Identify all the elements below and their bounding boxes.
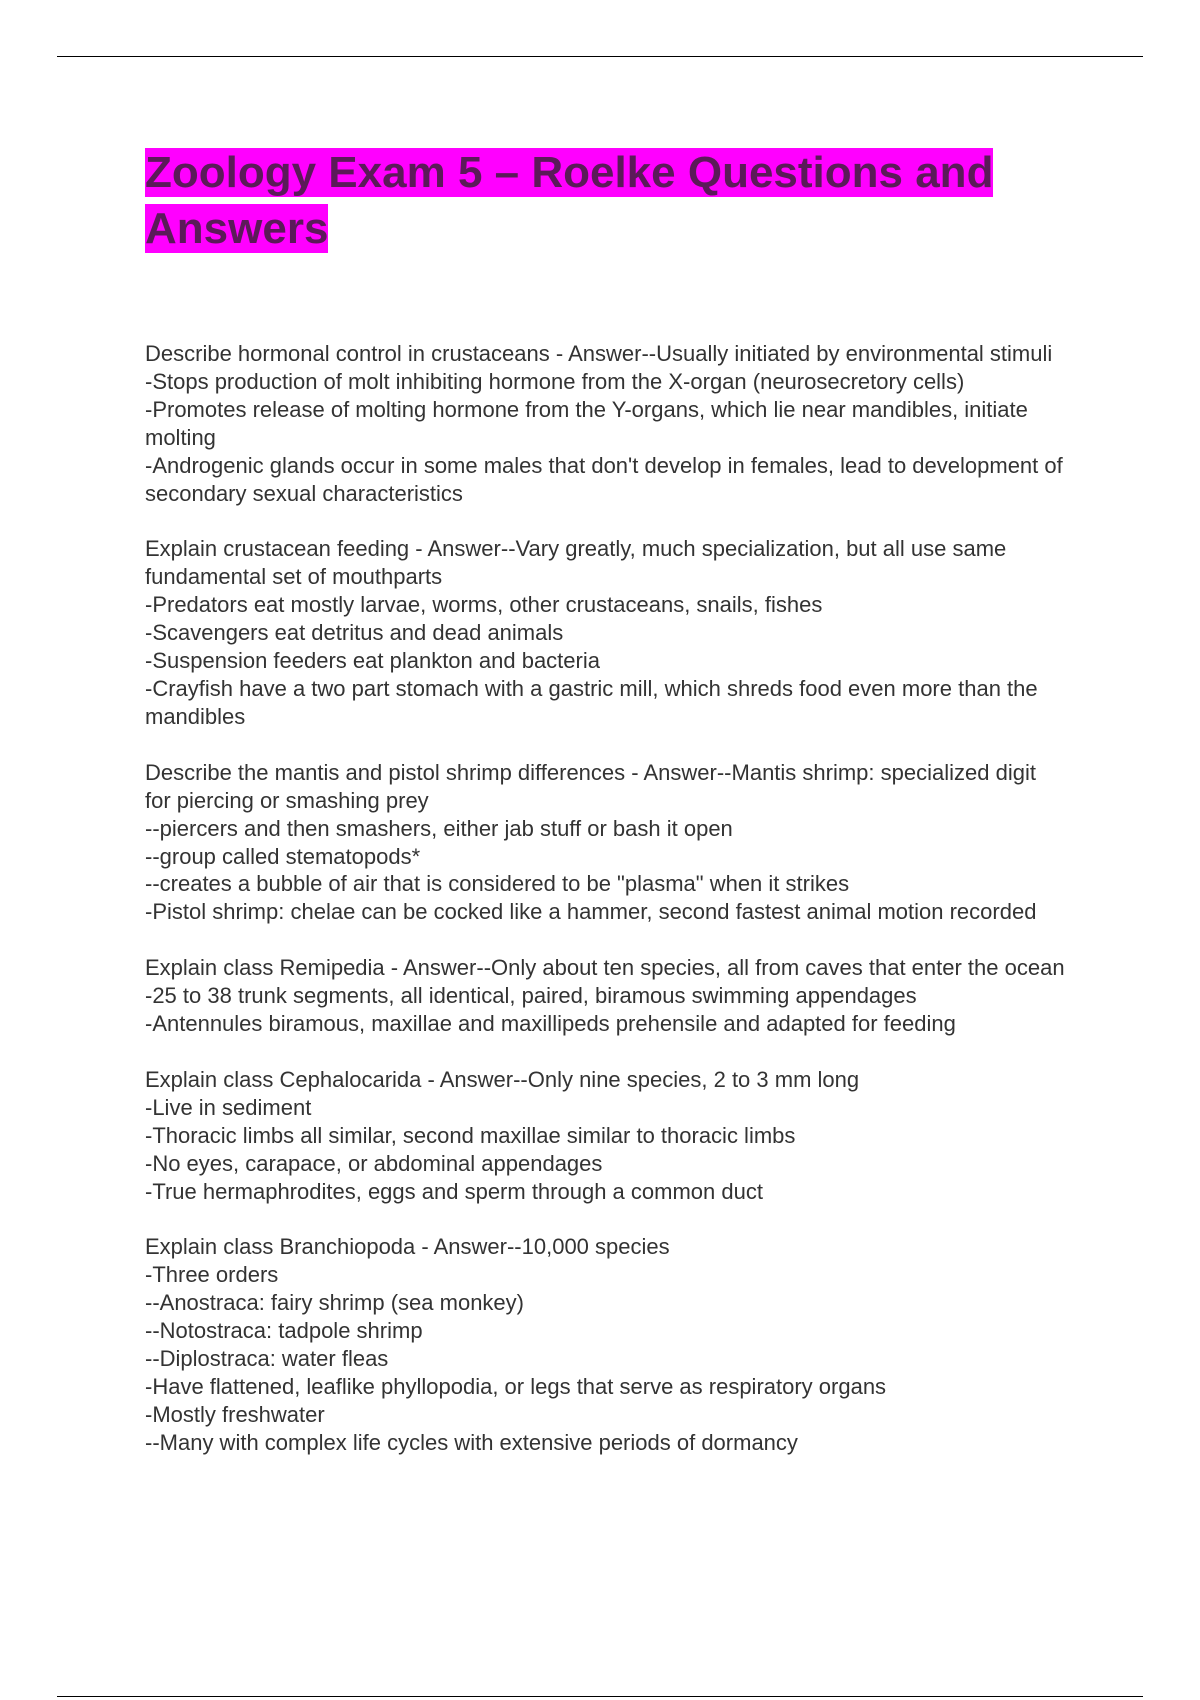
qa-item-hormonal-control <box>145 340 1065 507</box>
qa-line: -Predators eat mostly larvae, worms, other crustaceans, snails, fishes <box>145 592 823 618</box>
qa-line: Describe hormonal control in crustaceans - Answer--Usually initiated by environmental stimuli <box>145 341 1053 366</box>
header-rule <box>57 56 1143 57</box>
qa-line: -Stops production of molt inhibiting hormone from the X-organ (neurosecretory cells) <box>145 368 965 394</box>
qa-line: -Three orders <box>145 1262 279 1288</box>
qa-line: -No eyes, carapace, or abdominal appendages <box>145 1150 603 1176</box>
qa-line: -Scavengers eat detritus and dead animals <box>145 620 564 646</box>
qa-line: -Crayfish have a two part stomach with a gastric mill, which shreds food even more than the mandibles <box>145 675 1038 729</box>
qa-item-cephalocarida <box>145 1066 1065 1206</box>
qa-line: --Diplostraca: water fleas <box>145 1346 389 1372</box>
qa-item-remipedia <box>145 954 1065 1038</box>
qa-line: -Pistol shrimp: chelae can be cocked like a hammer, second fastest animal motion recorded <box>145 899 1037 925</box>
title-highlight: Zoology Exam 5 – Roelke Questions and Answers <box>145 148 994 253</box>
qa-item-crustacean-feeding <box>145 535 1065 730</box>
qa-line: -Have flattened, leaflike phyllopodia, or legs that serve as respiratory organs <box>145 1374 887 1399</box>
qa-line: -Promotes release of molting hormone from the Y-organs, which lie near mandibles, initiate molting <box>145 396 1028 450</box>
qa-item-mantis-pistol-shrimp <box>145 759 1065 926</box>
qa-line: Describe the mantis and pistol shrimp differences - Answer--Mantis shrimp: specialized digit for piercing or smashing prey <box>145 759 1036 813</box>
qa-line: -Thoracic limbs all similar, second maxillae similar to thoracic limbs <box>145 1122 796 1148</box>
qa-line: -Suspension feeders eat plankton and bacteria <box>145 648 600 674</box>
qa-line: Explain class Remipedia - Answer--Only about ten species, all from caves that enter the ocean <box>145 955 1065 981</box>
qa-line: --Anostraca: fairy shrimp (sea monkey) <box>145 1290 524 1316</box>
qa-line: --piercers and then smashers, either jab stuff or bash it open <box>145 815 733 841</box>
qa-line: -Live in sediment <box>145 1094 312 1120</box>
qa-line: -True hermaphrodites, eggs and sperm through a common duct <box>145 1178 763 1204</box>
qa-line: --group called stematopods* <box>145 843 421 869</box>
qa-line: --creates a bubble of air that is considered to be "plasma" when it strikes <box>145 871 850 897</box>
qa-line: -25 to 38 trunk segments, all identical, paired, biramous swimming appendages <box>145 983 917 1009</box>
qa-list <box>145 340 1065 1457</box>
document-title <box>145 145 1065 257</box>
qa-line: -Antennules biramous, maxillae and maxillipeds prehensile and adapted for feeding <box>145 1011 956 1037</box>
qa-line: -Mostly freshwater <box>145 1401 325 1427</box>
document-body <box>145 145 1065 1485</box>
qa-line: --Notostraca: tadpole shrimp <box>145 1318 423 1344</box>
qa-item-branchiopoda <box>145 1233 1065 1456</box>
qa-line: --Many with complex life cycles with extensive periods of dormancy <box>145 1429 798 1455</box>
qa-line: Explain class Cephalocarida - Answer--Only nine species, 2 to 3 mm long <box>145 1066 860 1092</box>
qa-line: Explain crustacean feeding - Answer--Vary greatly, much specialization, but all use same fundamental set of mouthparts <box>145 536 1007 590</box>
footer-rule <box>57 1696 1143 1697</box>
qa-line: Explain class Branchiopoda - Answer--10,000 species <box>145 1234 670 1260</box>
qa-line: -Androgenic glands occur in some males that don't develop in females, lead to development of secondary sexual characteristics <box>145 452 1063 506</box>
